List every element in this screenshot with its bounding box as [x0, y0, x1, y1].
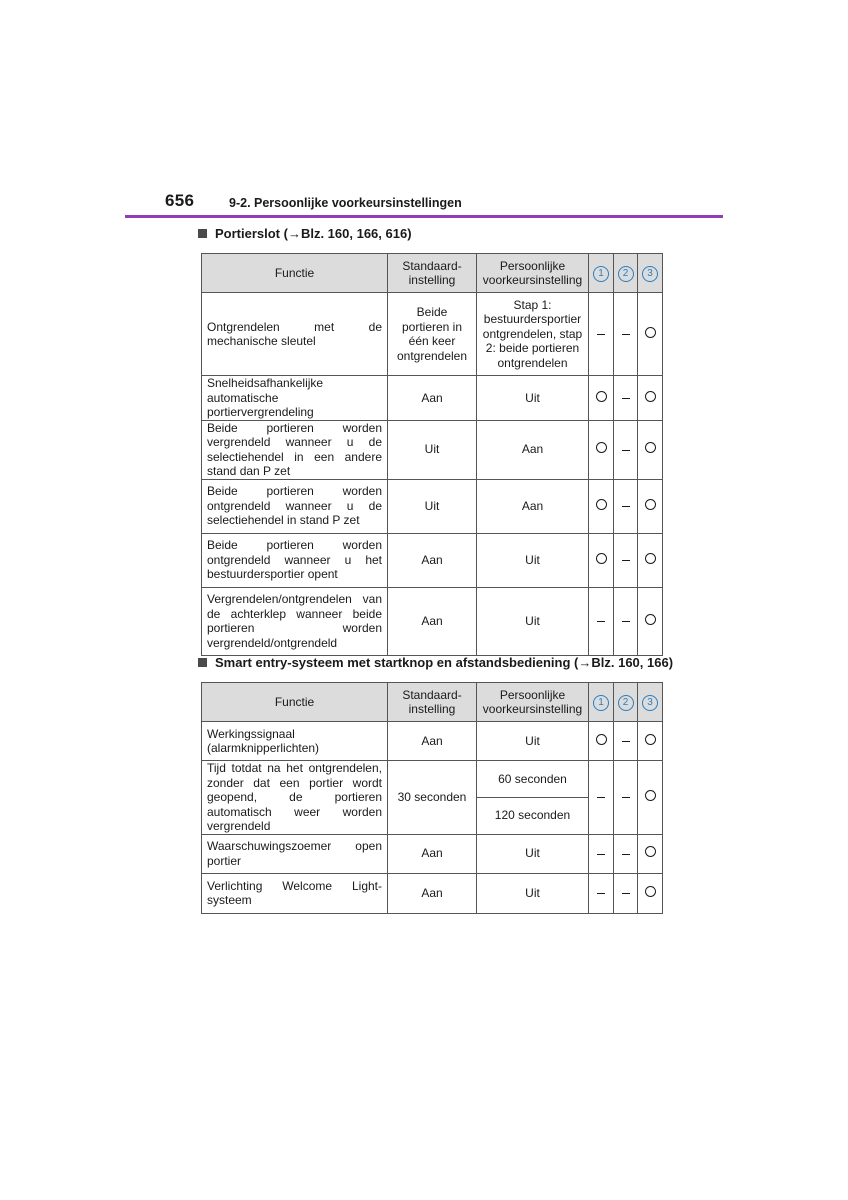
- cell-standaard: Uit: [388, 420, 477, 479]
- dash-mark-icon: [622, 560, 630, 561]
- header-standaard: Standaard-instelling: [388, 254, 477, 293]
- cell-mark-3: [638, 293, 663, 376]
- cell-mark-1: [589, 761, 614, 835]
- circle-mark-icon: [645, 391, 656, 402]
- dash-mark-icon: [622, 398, 630, 399]
- cell-functie: Waarschuwingszoemer open portier: [202, 834, 388, 873]
- circled-2-icon: 2: [618, 695, 634, 711]
- table-row: [202, 722, 663, 761]
- cell-persoonlijk: Aan: [477, 479, 589, 533]
- header-persoonlijke: Persoonlijke voorkeursinstelling: [477, 254, 589, 293]
- cell-mark-3: [638, 873, 663, 913]
- section-heading-smart-entry: [198, 655, 673, 670]
- circle-mark-icon: [645, 790, 656, 801]
- cell-mark-2: [614, 420, 638, 479]
- circle-mark-icon: [596, 442, 607, 453]
- cell-standaard: Aan: [388, 376, 477, 421]
- bullet-square-icon: [198, 229, 207, 238]
- cell-standaard: Uit: [388, 479, 477, 533]
- cell-mark-3: [638, 376, 663, 421]
- cell-mark-1: [589, 293, 614, 376]
- table-row: [202, 834, 663, 873]
- cell-standaard: Beide portieren in één keer ontgrendelen: [388, 293, 477, 376]
- table-row: [202, 533, 663, 587]
- cell-persoonlijk: Uit: [477, 722, 589, 761]
- section-title: Smart entry-systeem met startknop en afstandsbediening (→Blz. 160, 166): [215, 655, 674, 670]
- header-marker-1: [589, 683, 614, 722]
- table-row: [202, 873, 663, 913]
- cell-mark-2: [614, 587, 638, 655]
- cell-mark-3: [638, 834, 663, 873]
- table-row: [202, 376, 663, 421]
- cell-standaard: Aan: [388, 533, 477, 587]
- cell-mark-3: [638, 722, 663, 761]
- cell-functie: Verlichting Welcome Light-systeem: [202, 873, 388, 913]
- cell-standaard: Aan: [388, 587, 477, 655]
- cell-mark-1: [589, 533, 614, 587]
- header-standaard: Standaard-instelling: [388, 683, 477, 722]
- circle-mark-icon: [596, 391, 607, 402]
- circle-mark-icon: [596, 734, 607, 745]
- header-marker-1: [589, 254, 614, 293]
- table-header-row: [202, 254, 663, 293]
- cell-persoonlijk: Aan: [477, 420, 589, 479]
- page-number: 656: [165, 191, 195, 210]
- header-marker-2: [614, 254, 638, 293]
- cell-functie: Beide portieren worden vergrendeld wanneer u de selectiehendel in een andere stand dan P zet: [202, 420, 388, 479]
- circle-mark-icon: [645, 327, 656, 338]
- dash-mark-icon: [597, 797, 605, 798]
- cell-mark-3: [638, 533, 663, 587]
- cell-persoonlijk: Stap 1: bestuurdersportier ontgrendelen, stap 2: beide portieren ontgrendelen: [477, 293, 589, 376]
- circle-mark-icon: [645, 614, 656, 625]
- cell-persoonlijk: Uit: [477, 834, 589, 873]
- circle-mark-icon: [645, 442, 656, 453]
- circle-mark-icon: [645, 846, 656, 857]
- cell-mark-1: [589, 873, 614, 913]
- cell-persoonlijk-option: 120 seconden: [477, 797, 589, 834]
- cell-persoonlijk: Uit: [477, 533, 589, 587]
- cell-functie: Werkingssignaal (alarmknipperlichten): [202, 722, 388, 761]
- dash-mark-icon: [622, 741, 630, 742]
- circle-mark-icon: [645, 499, 656, 510]
- cell-mark-1: [589, 420, 614, 479]
- circle-mark-icon: [596, 499, 607, 510]
- table-row: [202, 587, 663, 655]
- cell-functie: Tijd totdat na het ontgrendelen, zonder dat een portier wordt geopend, de portieren automatisch weer worden vergrendeld: [202, 761, 388, 835]
- section-title: Portierslot (→Blz. 160, 166, 616): [215, 226, 412, 241]
- cell-functie: Snelheidsafhankelijke automatische portiervergrendeling: [202, 376, 388, 421]
- dash-mark-icon: [597, 893, 605, 894]
- header-functie: Functie: [202, 254, 388, 293]
- portierslot-table: [201, 253, 663, 656]
- cell-mark-2: [614, 293, 638, 376]
- cell-mark-1: [589, 722, 614, 761]
- dash-mark-icon: [622, 797, 630, 798]
- cell-persoonlijk-option: 60 seconden: [477, 761, 589, 798]
- smart-entry-table: [201, 682, 663, 914]
- circle-mark-icon: [645, 886, 656, 897]
- cell-mark-2: [614, 834, 638, 873]
- header-functie: Functie: [202, 683, 388, 722]
- cell-standaard: Aan: [388, 722, 477, 761]
- cell-mark-2: [614, 761, 638, 835]
- table-row: [202, 761, 663, 798]
- cell-mark-2: [614, 722, 638, 761]
- cell-mark-3: [638, 479, 663, 533]
- circle-mark-icon: [645, 553, 656, 564]
- header-persoonlijke: Persoonlijke voorkeursinstelling: [477, 683, 589, 722]
- cell-mark-1: [589, 587, 614, 655]
- cell-standaard: 30 seconden: [388, 761, 477, 835]
- header-marker-3: [638, 254, 663, 293]
- bullet-square-icon: [198, 658, 207, 667]
- circle-mark-icon: [596, 553, 607, 564]
- cell-functie: Beide portieren worden ontgrendeld wanneer u de selectiehendel in stand P zet: [202, 479, 388, 533]
- cell-mark-2: [614, 533, 638, 587]
- circled-3-icon: 3: [642, 695, 658, 711]
- circled-1-icon: 1: [593, 266, 609, 282]
- cell-mark-1: [589, 376, 614, 421]
- dash-mark-icon: [622, 506, 630, 507]
- cell-mark-2: [614, 873, 638, 913]
- table-row: [202, 479, 663, 533]
- circled-3-icon: 3: [642, 266, 658, 282]
- cell-standaard: Aan: [388, 873, 477, 913]
- cell-mark-2: [614, 376, 638, 421]
- circled-1-icon: 1: [593, 695, 609, 711]
- table-header-row: [202, 683, 663, 722]
- cell-mark-3: [638, 420, 663, 479]
- cell-persoonlijk: Uit: [477, 376, 589, 421]
- cell-standaard: Aan: [388, 834, 477, 873]
- header-marker-3: [638, 683, 663, 722]
- cell-mark-1: [589, 479, 614, 533]
- cell-mark-3: [638, 587, 663, 655]
- cell-mark-2: [614, 479, 638, 533]
- cell-mark-1: [589, 834, 614, 873]
- cell-mark-3: [638, 761, 663, 835]
- cell-persoonlijk: Uit: [477, 587, 589, 655]
- dash-mark-icon: [597, 334, 605, 335]
- dash-mark-icon: [622, 450, 630, 451]
- cell-functie: Beide portieren worden ontgrendeld wanneer u het bestuurdersportier opent: [202, 533, 388, 587]
- dash-mark-icon: [597, 854, 605, 855]
- cell-persoonlijk: Uit: [477, 873, 589, 913]
- dash-mark-icon: [622, 854, 630, 855]
- header-rule: [125, 215, 723, 218]
- table-row: [202, 293, 663, 376]
- running-head: 9-2. Persoonlijke voorkeursinstellingen: [229, 196, 462, 210]
- dash-mark-icon: [597, 621, 605, 622]
- cell-functie: Vergrendelen/ontgrendelen van de achterklep wanneer beide portieren worden vergrendeld/ontgrendeld: [202, 587, 388, 655]
- circle-mark-icon: [645, 734, 656, 745]
- circled-2-icon: 2: [618, 266, 634, 282]
- dash-mark-icon: [622, 893, 630, 894]
- table-row: [202, 420, 663, 479]
- dash-mark-icon: [622, 334, 630, 335]
- section-heading-portierslot: [198, 226, 412, 241]
- header-marker-2: [614, 683, 638, 722]
- dash-mark-icon: [622, 621, 630, 622]
- cell-functie: Ontgrendelen met de mechanische sleutel: [202, 293, 388, 376]
